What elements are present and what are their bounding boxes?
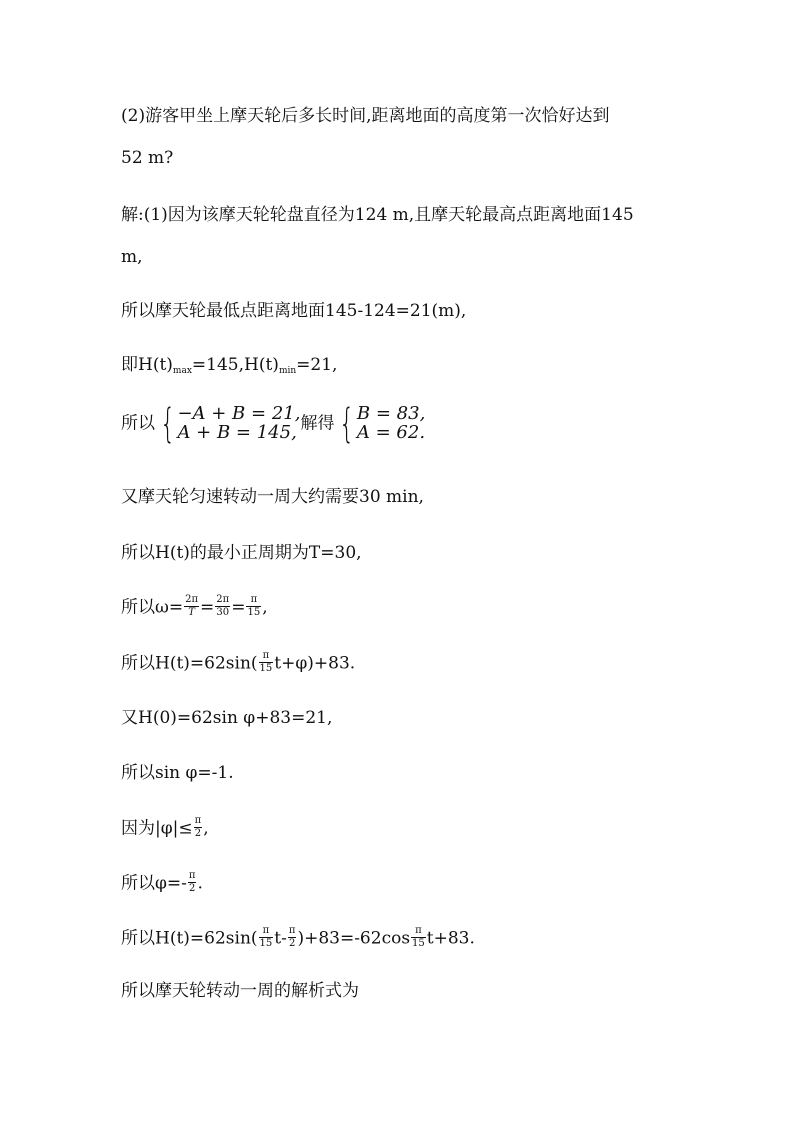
- omega-line: 所以ω= $\frac{2\pi}{T}$ = $\frac{2\pi}{30}$ = $\frac{\pi}{15}$ ,: [121, 594, 268, 618]
- abs-phi-line: 因为|φ|≤ $\frac{\pi}{2}$ ,: [121, 815, 209, 839]
- equation-system-2: { B = 83, A = 62.: [339, 401, 426, 447]
- rotation-line: 又摩天轮匀速转动一周大约需要30 min,: [121, 487, 424, 507]
- fraction: $\frac{2\pi}{30}$: [216, 594, 230, 618]
- final-h-line: 所以H(t)=62sin( $\frac{\pi}{15}$ t- $\frac{\pi}{2}$ )+83=-62cos $\frac{\pi}{15}$ t+83.: [121, 925, 475, 949]
- question-line-2: 52 m?: [121, 148, 174, 168]
- solution-line-1: 解:(1)因为该摩天轮轮盘直径为124 m,且摩天轮最高点距离地面145: [121, 205, 634, 225]
- h-function-line: 所以H(t)=62sin( $\frac{\pi}{15}$ t+φ)+83.: [121, 650, 356, 674]
- solution-line-2: m,: [121, 247, 143, 267]
- analytic-expression-line: 所以摩天轮转动一周的解析式为: [121, 981, 359, 1001]
- sin-phi-line: 所以sin φ=-1.: [121, 763, 234, 783]
- fraction: $\frac{\pi}{2}$: [194, 815, 202, 839]
- fraction: $\frac{\pi}{15}$: [412, 925, 425, 949]
- fraction: $\frac{\pi}{15}$: [259, 650, 273, 674]
- period-line: 所以H(t)的最小正周期为T=30,: [121, 543, 362, 563]
- equation-system-line: 所以 { −A + B = 21, A + B = 145, 解得 { B = 83, A = 62.: [121, 401, 426, 447]
- min-height-line: 所以摩天轮最低点距离地面145-124=21(m),: [121, 301, 467, 321]
- fraction: $\frac{\pi}{15}$: [259, 925, 273, 949]
- fraction: $\frac{\pi}{2}$: [188, 870, 196, 894]
- fraction: $\frac{\pi}{2}$: [288, 925, 296, 949]
- fraction: $\frac{\pi}{15}$: [247, 594, 261, 618]
- h0-line: 又H(0)=62sin φ+83=21,: [121, 708, 333, 728]
- max-min-line: 即$H(t)_{max}=145,H(t)_{min}=21$,: [121, 355, 338, 376]
- equation-system-1: { −A + B = 21, A + B = 145,: [160, 401, 301, 447]
- phi-value-line: 所以φ=- $\frac{\pi}{2}$ .: [121, 870, 203, 894]
- fraction: $\frac{2\pi}{T}$: [185, 594, 199, 618]
- question-line-1: (2)游客甲坐上摩天轮后多长时间,距离地面的高度第一次恰好达到: [121, 106, 610, 126]
